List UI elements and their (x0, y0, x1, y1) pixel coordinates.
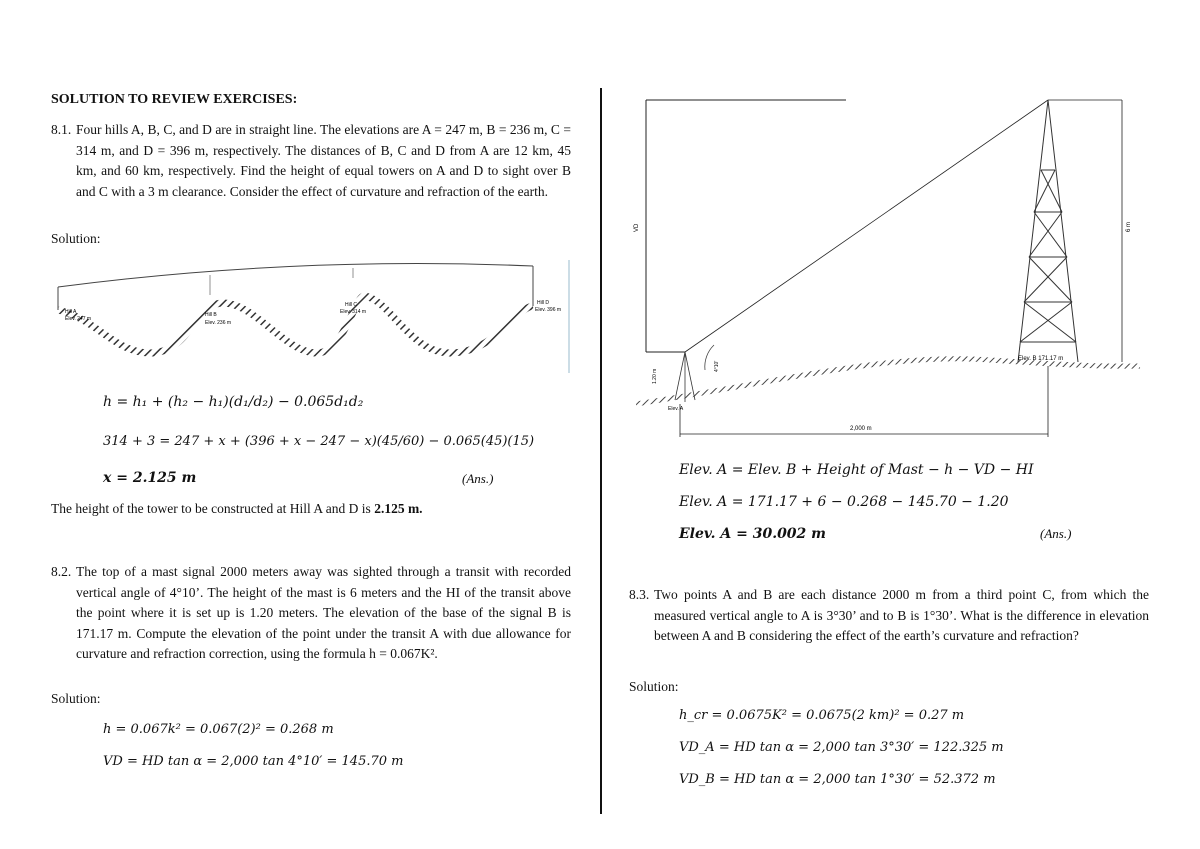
hill-c-label: Hill C (345, 302, 357, 308)
solution-label: Solution: (51, 231, 101, 246)
elev-b-label: Elev. B 171.17 m (1018, 356, 1064, 362)
equation-vda: VD_A = HD tan α = 2,000 tan 3°30′ = 122.325 m (679, 740, 1004, 755)
page-heading: SOLUTION TO REVIEW EXERCISES: (51, 92, 298, 107)
mast-height-label: 6 m (1126, 221, 1132, 232)
answer-x: x = 2.125 m (103, 470, 197, 486)
hills-diagram (55, 258, 575, 378)
distance-label: 2,000 m (850, 426, 872, 432)
problem-text: Four hills A, B, C, and D are in straight line. The elevations are A = 247 m, B = 236 m, C = 314 m, and D = 396 m, respectively. The distances of B, C and D from A are 12 km, 45 km, and 60 km, respectively. Find the height of equal towers on A and D to sight over B and C with a 3 m clearance. Consider the effect of curvature and refraction of the earth. (76, 122, 571, 199)
equation-substitution: 314 + 3 = 247 + x + (396 + x − 247 − x)(45/60) − 0.065(45)(15) (103, 434, 535, 449)
ans-label: (Ans.) (462, 471, 494, 486)
hi-label: 1.20 m (652, 368, 658, 384)
problem-number: 8.2. (51, 564, 72, 579)
line-of-sight (58, 264, 533, 287)
elev-d-label: Elev. 396 m (535, 307, 562, 313)
problem-text: Two points A and B are each distance 2000 m from a third point C, from which the measured vertical angle to A is 3°30’ and to B is 1°30’. What is the difference in elevation between A and B considering the effect of the earth’s curvature and refraction? (654, 587, 1149, 643)
equation-vd: VD = HD tan α = 2,000 tan 4°10′ = 145.70 m (103, 754, 404, 769)
hill-d-label: Hill D (537, 300, 549, 306)
problem-8-3 (629, 585, 1149, 647)
vd-label: VD (634, 223, 640, 232)
sight-line (685, 100, 1048, 352)
hill-a-label: Hill A (65, 309, 77, 315)
problem-8-2 (51, 562, 571, 665)
terrain-profile (58, 296, 533, 353)
mast-diagram (630, 92, 1150, 444)
solution-label: Solution: (51, 691, 101, 706)
problem-number: 8.1. (51, 122, 72, 137)
mast-tower (1018, 100, 1078, 362)
problem-text: The top of a mast signal 2000 meters away was sighted through a transit with recorded vertical angle of 4°10’. The height of the mast is 6 meters and the HI of the transit above the point where it is set up is 1.20 meters. The elevation of the base of the signal B is 171.17 m. Compute the elevation of the point under the transit A with due allowance for curvature and refraction correction, using the formula h = 0.067K². (76, 564, 571, 661)
elev-c-label: Elev. 314 m (340, 309, 367, 315)
elev-a-label: Elev. 247 m (65, 316, 92, 322)
hill-b-label: Hill B (205, 312, 217, 318)
conclusion-value: 2.125 m. (374, 501, 423, 516)
solution-label: Solution: (629, 679, 679, 694)
equation-hcr: h_cr = 0.0675K² = 0.0675(2 km)² = 0.27 m (679, 708, 965, 723)
conclusion-text: The height of the tower to be constructed at Hill A and D is (51, 501, 375, 516)
answer-elev-a: Elev. A = 30.002 m (679, 526, 826, 542)
equation-h: h = 0.067k² = 0.067(2)² = 0.268 m (103, 722, 334, 737)
ans-label: (Ans.) (1040, 526, 1072, 541)
equation-vdb: VD_B = HD tan α = 2,000 tan 1°30′ = 52.372 m (679, 772, 996, 787)
equation-elev-a: Elev. A = Elev. B + Height of Mast − h − VD − HI (679, 462, 1034, 478)
equation-elev-a-values: Elev. A = 171.17 + 6 − 0.268 − 145.70 − 1.20 (679, 494, 1009, 510)
ground-profile (636, 359, 1140, 404)
conclusion (51, 499, 423, 520)
elev-b-label: Elev. 236 m (205, 320, 232, 326)
elev-a-label: Elev. A (668, 406, 684, 412)
problem-8-1 (51, 120, 571, 202)
problem-number: 8.3. (629, 587, 650, 602)
angle-label: 4°10' (714, 360, 720, 372)
column-divider (600, 88, 602, 814)
formula-h: h = h₁ + (h₂ − h₁)(d₁/d₂) − 0.065d₁d₂ (103, 394, 364, 410)
